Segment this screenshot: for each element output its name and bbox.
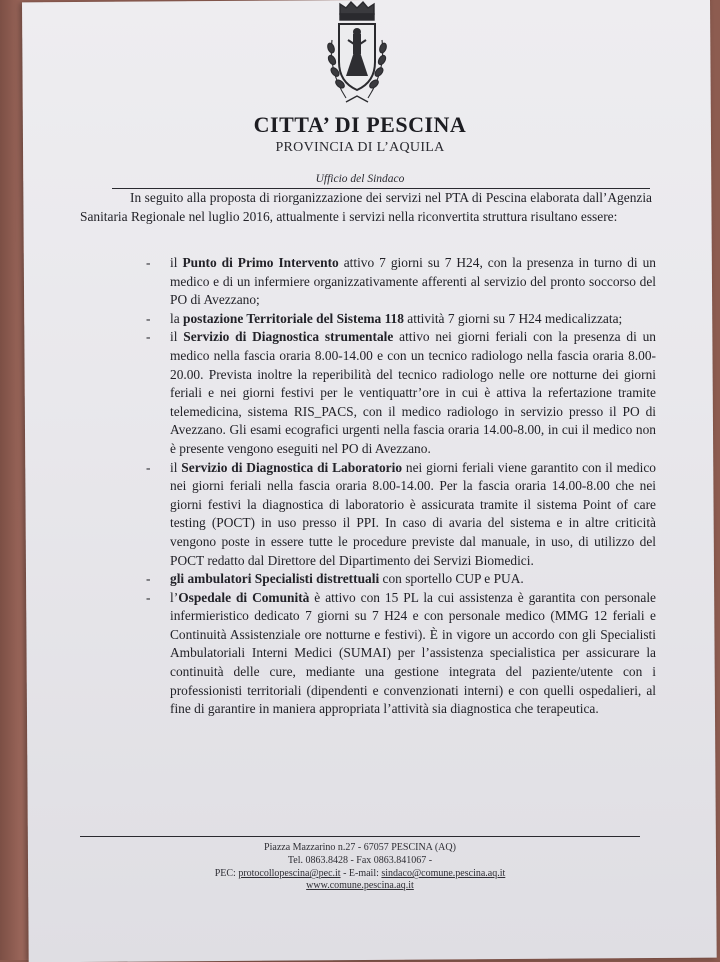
pec-link[interactable]: protocollopescina@pec.it [238, 868, 341, 879]
item-bold: Punto di Primo Intervento [182, 255, 339, 270]
list-item [146, 459, 656, 571]
list-dash: - [146, 255, 151, 270]
item-text: attivo 7 giorni su 7 H24, con la presenza in turno di un medico e di un infermiere organizzativamente afferenti al servizio del pronto soccorso del PO di Avezzano; [170, 255, 656, 308]
list-item [146, 310, 656, 329]
item-pre: il [170, 329, 184, 345]
list-dash: - [146, 310, 151, 326]
item-bold: gli ambulatori Specialisti distrettuali [170, 571, 380, 587]
item-text: è attivo con 15 PL la cui assistenza è garantita con personale infermieristico dedicato 7 giorni su 7 H24 e con personale medico (MMG 12 feriali e Continuità Assistenziale ore notturne e festivi). È in vigore un accordo con gli Specialisti Ambulatoriali Interni Medici (SUMAI) per l’assistenza specialistica per assicurare la continuità delle cure, mediante una gestione integrata del paziente/utente con i professionisti territoriali (dipendenti e convenzionati interni) e con quelli ospedalieri, al fine di garantire in maniera appropriata l’attività sia diagnostica che terapeutica. [170, 589, 656, 717]
office-label: Ufficio del Sindaco [315, 173, 405, 185]
item-bold: Ospedale di Comunità [178, 589, 310, 605]
item-bold: Servizio di Diagnostica strumentale [183, 329, 394, 345]
pec-label: PEC: [214, 868, 239, 879]
item-text: attivo nei giorni feriali con la presenza di un medico nella fascia oraria 8.00-14.00 e con un tecnico radiologo nella fascia oraria 8.00-20.00. Prevista inoltre la reperibilità del tecnico radiologo nelle ore notturne dei giorni feriali e nei giorni festivi per le ventiquattr’ore in cui è attiva la refertazione tramite telemedicina, sistema RIS_PACS, con il medico radiologo in servizio presso il PO di Avezzano. Gli esami ecografici urgenti nella fascia oraria 14.00-8.00, in cui il medico non è presente vengono eseguiti nel PO di Avezzano. [170, 329, 657, 456]
item-bold: postazione Territoriale del Sistema 118 [183, 310, 404, 326]
email-label: - E-mail: [340, 868, 382, 879]
item-pre: la [170, 310, 184, 326]
list-dash: - [146, 589, 151, 605]
footer-phone: Tel. 0863.8428 - Fax 0863.841067 - [287, 855, 433, 866]
email-link[interactable]: sindaco@comune.pescina.aq.it [381, 868, 506, 879]
list-dash: - [146, 459, 151, 475]
item-pre: il [170, 255, 183, 270]
list-item [146, 254, 656, 310]
website-link[interactable]: www.comune.pescina.aq.it [306, 880, 414, 891]
item-pre: l’ [170, 589, 179, 605]
intro-paragraph: In seguito alla proposta di riorganizzazione dei servizi nel PTA di Pescina elaborata dall’Agenzia Sanitaria Regionale nel luglio 2016, attualmente i servizi nella riconvertita struttura risultano essere: [80, 190, 652, 224]
city-title: CITTA’ DI PESCINA [253, 112, 467, 137]
list-item [146, 328, 656, 458]
item-text: con sportello CUP e PUA. [379, 571, 524, 587]
list-dash: - [146, 571, 151, 587]
list-item [146, 570, 656, 589]
footer-contacts [0, 868, 720, 881]
item-bold: Servizio di Diagnostica di Laboratorio [181, 459, 403, 475]
footer-divider [80, 836, 640, 837]
footer-website [0, 880, 720, 893]
item-pre: il [170, 459, 182, 475]
list-dash: - [146, 329, 151, 345]
list-item [146, 589, 656, 719]
footer-address: Piazza Mazzarino n.27 - 67057 PESCINA (AQ) [264, 842, 456, 853]
item-text: attività 7 giorni su 7 H24 medicalizzata; [403, 310, 623, 326]
town-crest-icon [324, 0, 390, 110]
item-text: nei giorni feriali viene garantito con il medico nei giorni feriali nella fascia oraria 8.00-14.00. Per la fascia oraria 14.00-8.00 che nei giorni festivi la diagnostica di laboratorio è assicurata tramite il sistema Point of care testing (POCT) in uso presso il PPI. In caso di avaria del sistema e in altre criticità vengono poste in essere tutte le procedure previste dal manuale, in uso, di utilizzo del POCT redatto dal Direttore del Dipartimento dei Servizi Biomedici. [170, 459, 656, 568]
services-list [146, 254, 656, 719]
province-subtitle: PROVINCIA DI L’AQUILA [275, 140, 445, 155]
